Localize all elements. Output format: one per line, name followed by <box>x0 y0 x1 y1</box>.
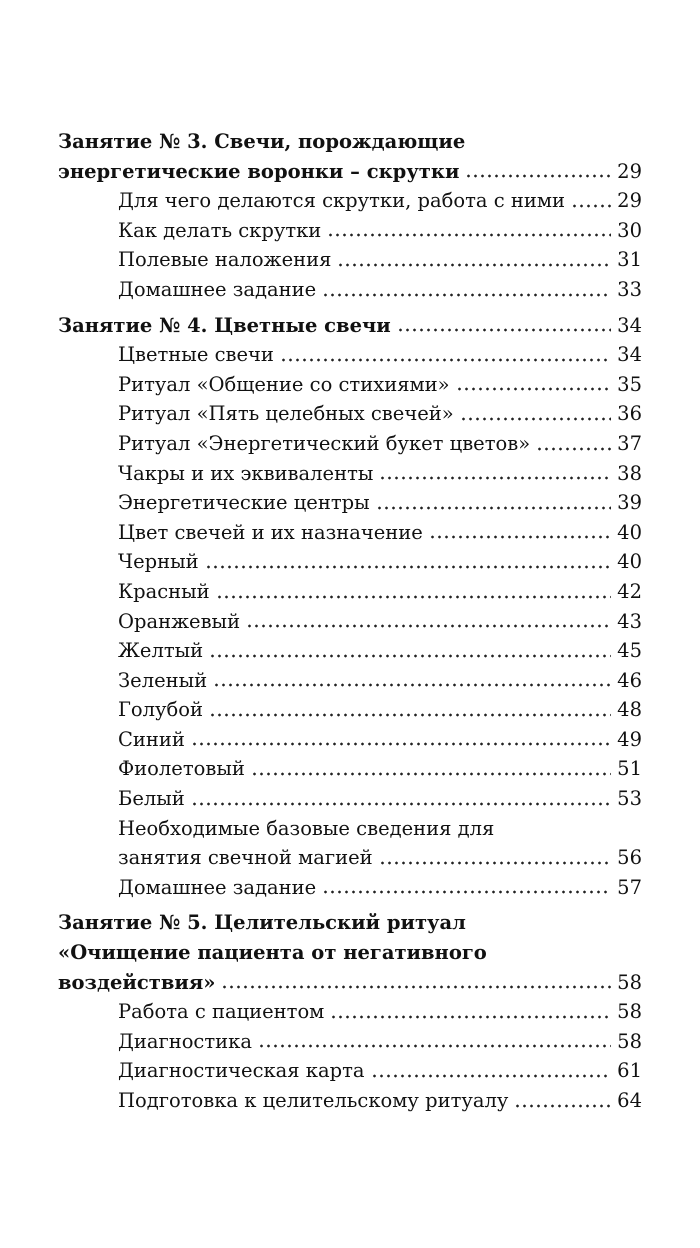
page-number: 39 <box>617 491 642 515</box>
page-number: 64 <box>617 1089 642 1112</box>
page-number: 31 <box>617 248 642 272</box>
dot-leader <box>205 560 612 570</box>
toc-item <box>58 814 642 873</box>
toc-item <box>58 459 642 489</box>
dot-leader <box>536 442 611 452</box>
toc-line <box>118 518 642 548</box>
toc-line <box>118 814 642 844</box>
toc-line <box>118 245 642 275</box>
toc-line <box>58 968 642 998</box>
toc-line <box>118 784 642 814</box>
dot-leader <box>379 471 611 481</box>
entry-title: Полевые наложения <box>118 248 332 272</box>
dot-leader <box>376 501 612 511</box>
entry-title: занятия свечной магией <box>118 846 373 870</box>
page-number: 53 <box>617 787 642 811</box>
entry-title: «Очищение пациента от негативного <box>58 941 487 965</box>
toc-line <box>118 666 642 696</box>
page-number: 29 <box>617 189 642 213</box>
toc-item <box>58 607 642 637</box>
entry-title: энергетические воронки – скрутки <box>58 159 460 183</box>
toc-section <box>58 908 642 1115</box>
entry-title: Подготовка к целительскому ритуалу <box>118 1089 509 1112</box>
entry-title: Ритуал «Энергетический букет цветов» <box>118 431 531 455</box>
dot-leader <box>251 767 611 777</box>
entry-title: Чакры и их эквиваленты <box>118 461 374 485</box>
lesson-heading <box>58 311 642 341</box>
page-number: 33 <box>617 277 642 301</box>
entry-title: Желтый <box>118 639 204 663</box>
dot-leader <box>209 708 611 718</box>
dot-leader <box>216 590 612 600</box>
entry-title: Ритуал «Пять целебных свечей» <box>118 402 454 426</box>
toc-line <box>118 1056 642 1086</box>
toc-item <box>58 695 642 725</box>
page-number: 42 <box>617 579 642 603</box>
entry-title: Красный <box>118 579 210 603</box>
dot-leader <box>330 1010 611 1020</box>
entry-title: Домашнее задание <box>118 277 317 301</box>
toc-item <box>58 754 642 784</box>
dot-leader <box>258 1039 611 1049</box>
entry-title: Цвет свечей и их назначение <box>118 520 423 544</box>
toc-item <box>58 186 642 216</box>
toc-line <box>118 843 642 873</box>
toc-item <box>58 873 642 903</box>
entry-title: Ритуал «Общение со стихиями» <box>118 372 450 396</box>
dot-leader <box>221 980 611 990</box>
toc-item <box>58 547 642 577</box>
toc-line <box>118 340 642 370</box>
entry-title: Для чего делаются скрутки, работа с ними <box>118 189 565 213</box>
page-number: 34 <box>617 313 642 337</box>
toc-line <box>118 370 642 400</box>
page-number: 35 <box>617 372 642 396</box>
dot-leader <box>460 412 611 422</box>
toc-item <box>58 216 642 246</box>
dot-leader <box>397 323 611 333</box>
page-number: 30 <box>617 218 642 242</box>
toc-item <box>58 1056 642 1086</box>
page-number: 46 <box>617 668 642 692</box>
toc-item <box>58 1027 642 1057</box>
toc-line <box>118 275 642 305</box>
page-number: 36 <box>617 402 642 426</box>
toc-line <box>118 695 642 725</box>
toc-line <box>118 577 642 607</box>
toc-item <box>58 577 642 607</box>
entry-title: Белый <box>118 787 185 811</box>
page-number: 37 <box>617 431 642 455</box>
toc-line <box>118 636 642 666</box>
dot-leader <box>571 199 611 209</box>
toc-item <box>58 340 642 370</box>
page-number: 56 <box>617 846 642 870</box>
toc-line <box>58 127 642 157</box>
page-number: 48 <box>617 698 642 722</box>
toc-line <box>58 311 642 341</box>
table-of-contents <box>58 127 642 1122</box>
dot-leader <box>213 678 611 688</box>
toc-line <box>58 938 642 968</box>
entry-title: Цветные свечи <box>118 343 274 367</box>
entry-title: Энергетические центры <box>118 491 370 515</box>
toc-section <box>58 311 642 903</box>
toc-item <box>58 518 642 548</box>
toc-item <box>58 1086 642 1116</box>
entry-title: Необходимые базовые сведения для <box>118 816 495 840</box>
entry-title: Занятие № 3. Свечи, порождающие <box>58 130 466 153</box>
toc-line <box>118 1027 642 1057</box>
page-number: 51 <box>617 757 642 781</box>
dot-leader <box>322 288 611 298</box>
entry-title: Зеленый <box>118 668 208 692</box>
toc-line <box>58 157 642 187</box>
toc-item <box>58 399 642 429</box>
toc-item <box>58 784 642 814</box>
toc-line <box>118 607 642 637</box>
page-number: 29 <box>617 159 642 183</box>
page-number: 58 <box>617 1000 642 1024</box>
page-number: 58 <box>617 970 642 994</box>
page-number: 57 <box>617 875 642 899</box>
entry-title: Работа с пациентом <box>118 1000 325 1024</box>
dot-leader <box>337 258 611 268</box>
toc-item <box>58 429 642 459</box>
entry-title: Синий <box>118 727 185 751</box>
dot-leader <box>280 353 611 363</box>
page-number: 61 <box>617 1059 642 1083</box>
toc-line <box>118 399 642 429</box>
toc-item <box>58 370 642 400</box>
page-number: 43 <box>617 609 642 633</box>
dot-leader <box>456 382 612 392</box>
toc-line <box>118 1086 642 1116</box>
dot-leader <box>209 649 611 659</box>
page-number: 45 <box>617 639 642 663</box>
page-number: 40 <box>617 520 642 544</box>
toc-line <box>118 547 642 577</box>
dot-leader <box>379 856 612 866</box>
entry-title: Занятие № 4. Цветные свечи <box>58 313 391 337</box>
toc-line <box>118 754 642 784</box>
dot-leader <box>327 228 611 238</box>
dot-leader <box>371 1069 612 1079</box>
toc-line <box>118 186 642 216</box>
dot-leader <box>191 797 611 807</box>
page-number: 34 <box>617 343 642 367</box>
entry-title: Диагностика <box>118 1029 252 1053</box>
entry-title: Диагностическая карта <box>118 1059 365 1083</box>
toc-line <box>118 429 642 459</box>
toc-line <box>118 725 642 755</box>
dot-leader <box>322 885 611 895</box>
toc-item <box>58 725 642 755</box>
toc-line <box>118 459 642 489</box>
toc-line <box>58 908 642 938</box>
toc-item <box>58 997 642 1027</box>
page-number: 49 <box>617 727 642 751</box>
page-number: 38 <box>617 461 642 485</box>
entry-title: Черный <box>118 550 199 574</box>
entry-title: Оранжевый <box>118 609 241 633</box>
entry-title: Домашнее задание <box>118 875 317 899</box>
entry-title: Занятие № 5. Целительский ритуал <box>58 911 466 935</box>
toc-line <box>118 216 642 246</box>
toc-line <box>118 488 642 518</box>
page-number: 58 <box>617 1029 642 1053</box>
dot-leader <box>429 530 611 540</box>
page-number: 40 <box>617 550 642 574</box>
dot-leader <box>246 619 611 629</box>
entry-title: Голубой <box>118 698 203 722</box>
toc-section <box>58 127 642 305</box>
toc-item <box>58 245 642 275</box>
toc-item <box>58 636 642 666</box>
entry-title: Как делать скрутки <box>118 218 322 242</box>
toc-line <box>118 873 642 903</box>
dot-leader <box>465 169 611 179</box>
toc-item <box>58 275 642 305</box>
lesson-heading <box>58 908 642 997</box>
toc-item <box>58 488 642 518</box>
toc-line <box>118 997 642 1027</box>
entry-title: воздействия» <box>58 970 216 994</box>
dot-leader <box>514 1099 611 1109</box>
dot-leader <box>191 737 611 747</box>
entry-title: Фиолетовый <box>118 757 245 781</box>
lesson-heading <box>58 127 642 186</box>
toc-item <box>58 666 642 696</box>
